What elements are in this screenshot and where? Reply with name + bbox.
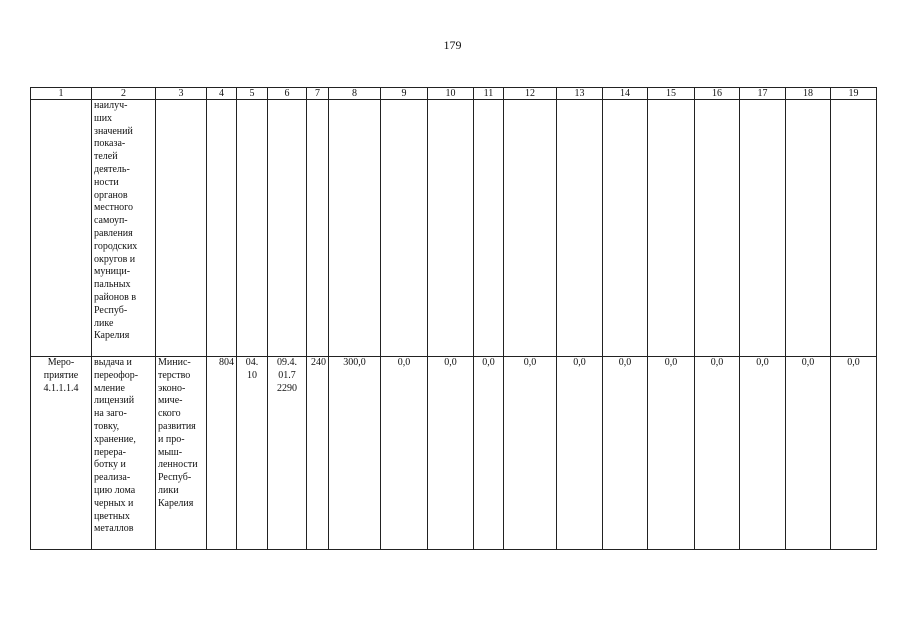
table-cell	[557, 100, 603, 357]
column-number: 7	[307, 88, 329, 100]
activity-description-cell: наилуч- ших значений показа- телей деятель- ности органов местного самоуп- равления городских округов и муници- пальных районов в Респуб- лике Карелия	[92, 100, 156, 357]
table-cell	[740, 100, 786, 357]
table-cell	[474, 100, 504, 357]
table-cell	[428, 100, 474, 357]
column-number: 9	[381, 88, 428, 100]
table-cell	[648, 100, 695, 357]
column-number: 10	[428, 88, 474, 100]
column-number: 1	[31, 88, 92, 100]
column-number: 19	[831, 88, 877, 100]
column-number: 18	[786, 88, 831, 100]
column-number: 2	[92, 88, 156, 100]
amount-cell: 0,0	[474, 357, 504, 550]
table-cell: 04. 10	[237, 357, 268, 550]
table-cell	[831, 100, 877, 357]
column-number: 8	[329, 88, 381, 100]
budget-table	[30, 87, 877, 550]
table-cell	[786, 100, 831, 357]
activity-number-cell: Меро- приятие 4.1.1.1.4	[31, 357, 92, 550]
table-cell	[207, 100, 237, 357]
table-cell	[695, 100, 740, 357]
amount-cell: 0,0	[740, 357, 786, 550]
amount-cell: 0,0	[504, 357, 557, 550]
table-cell	[307, 100, 329, 357]
column-number: 5	[237, 88, 268, 100]
table-cell: 240	[307, 357, 329, 550]
table-cell	[268, 100, 307, 357]
column-number: 16	[695, 88, 740, 100]
column-number: 4	[207, 88, 237, 100]
amount-cell: 0,0	[381, 357, 428, 550]
amount-cell: 0,0	[428, 357, 474, 550]
table-cell: 09.4. 01.7 2290	[268, 357, 307, 550]
table-cell	[603, 100, 648, 357]
column-number-row	[31, 88, 877, 100]
amount-cell: 0,0	[648, 357, 695, 550]
column-number: 13	[557, 88, 603, 100]
amount-cell: 0,0	[603, 357, 648, 550]
column-number: 11	[474, 88, 504, 100]
table-cell	[329, 100, 381, 357]
executor-cell: Минис- терство эконо- миче- ского развития и про- мыш- ленности Респуб- лики Карелия	[156, 357, 207, 550]
table-cell	[237, 100, 268, 357]
table-cell: 804	[207, 357, 237, 550]
table-cell	[381, 100, 428, 357]
amount-cell: 0,0	[557, 357, 603, 550]
column-number: 17	[740, 88, 786, 100]
column-number: 14	[603, 88, 648, 100]
table-row	[31, 357, 877, 550]
column-number: 12	[504, 88, 557, 100]
amount-cell: 0,0	[695, 357, 740, 550]
column-number: 15	[648, 88, 695, 100]
table-row	[31, 100, 877, 357]
column-number: 6	[268, 88, 307, 100]
amount-cell: 300,0	[329, 357, 381, 550]
activity-description-cell: выдача и переофор- мление лицензий на заго- товку, хранение, перера- ботку и реализа- цию лома черных и цветных металлов	[92, 357, 156, 550]
page-number: 179	[443, 38, 462, 52]
amount-cell: 0,0	[786, 357, 831, 550]
amount-cell: 0,0	[831, 357, 877, 550]
table-cell	[504, 100, 557, 357]
table-cell	[156, 100, 207, 357]
table-cell	[31, 100, 92, 357]
column-number: 3	[156, 88, 207, 100]
